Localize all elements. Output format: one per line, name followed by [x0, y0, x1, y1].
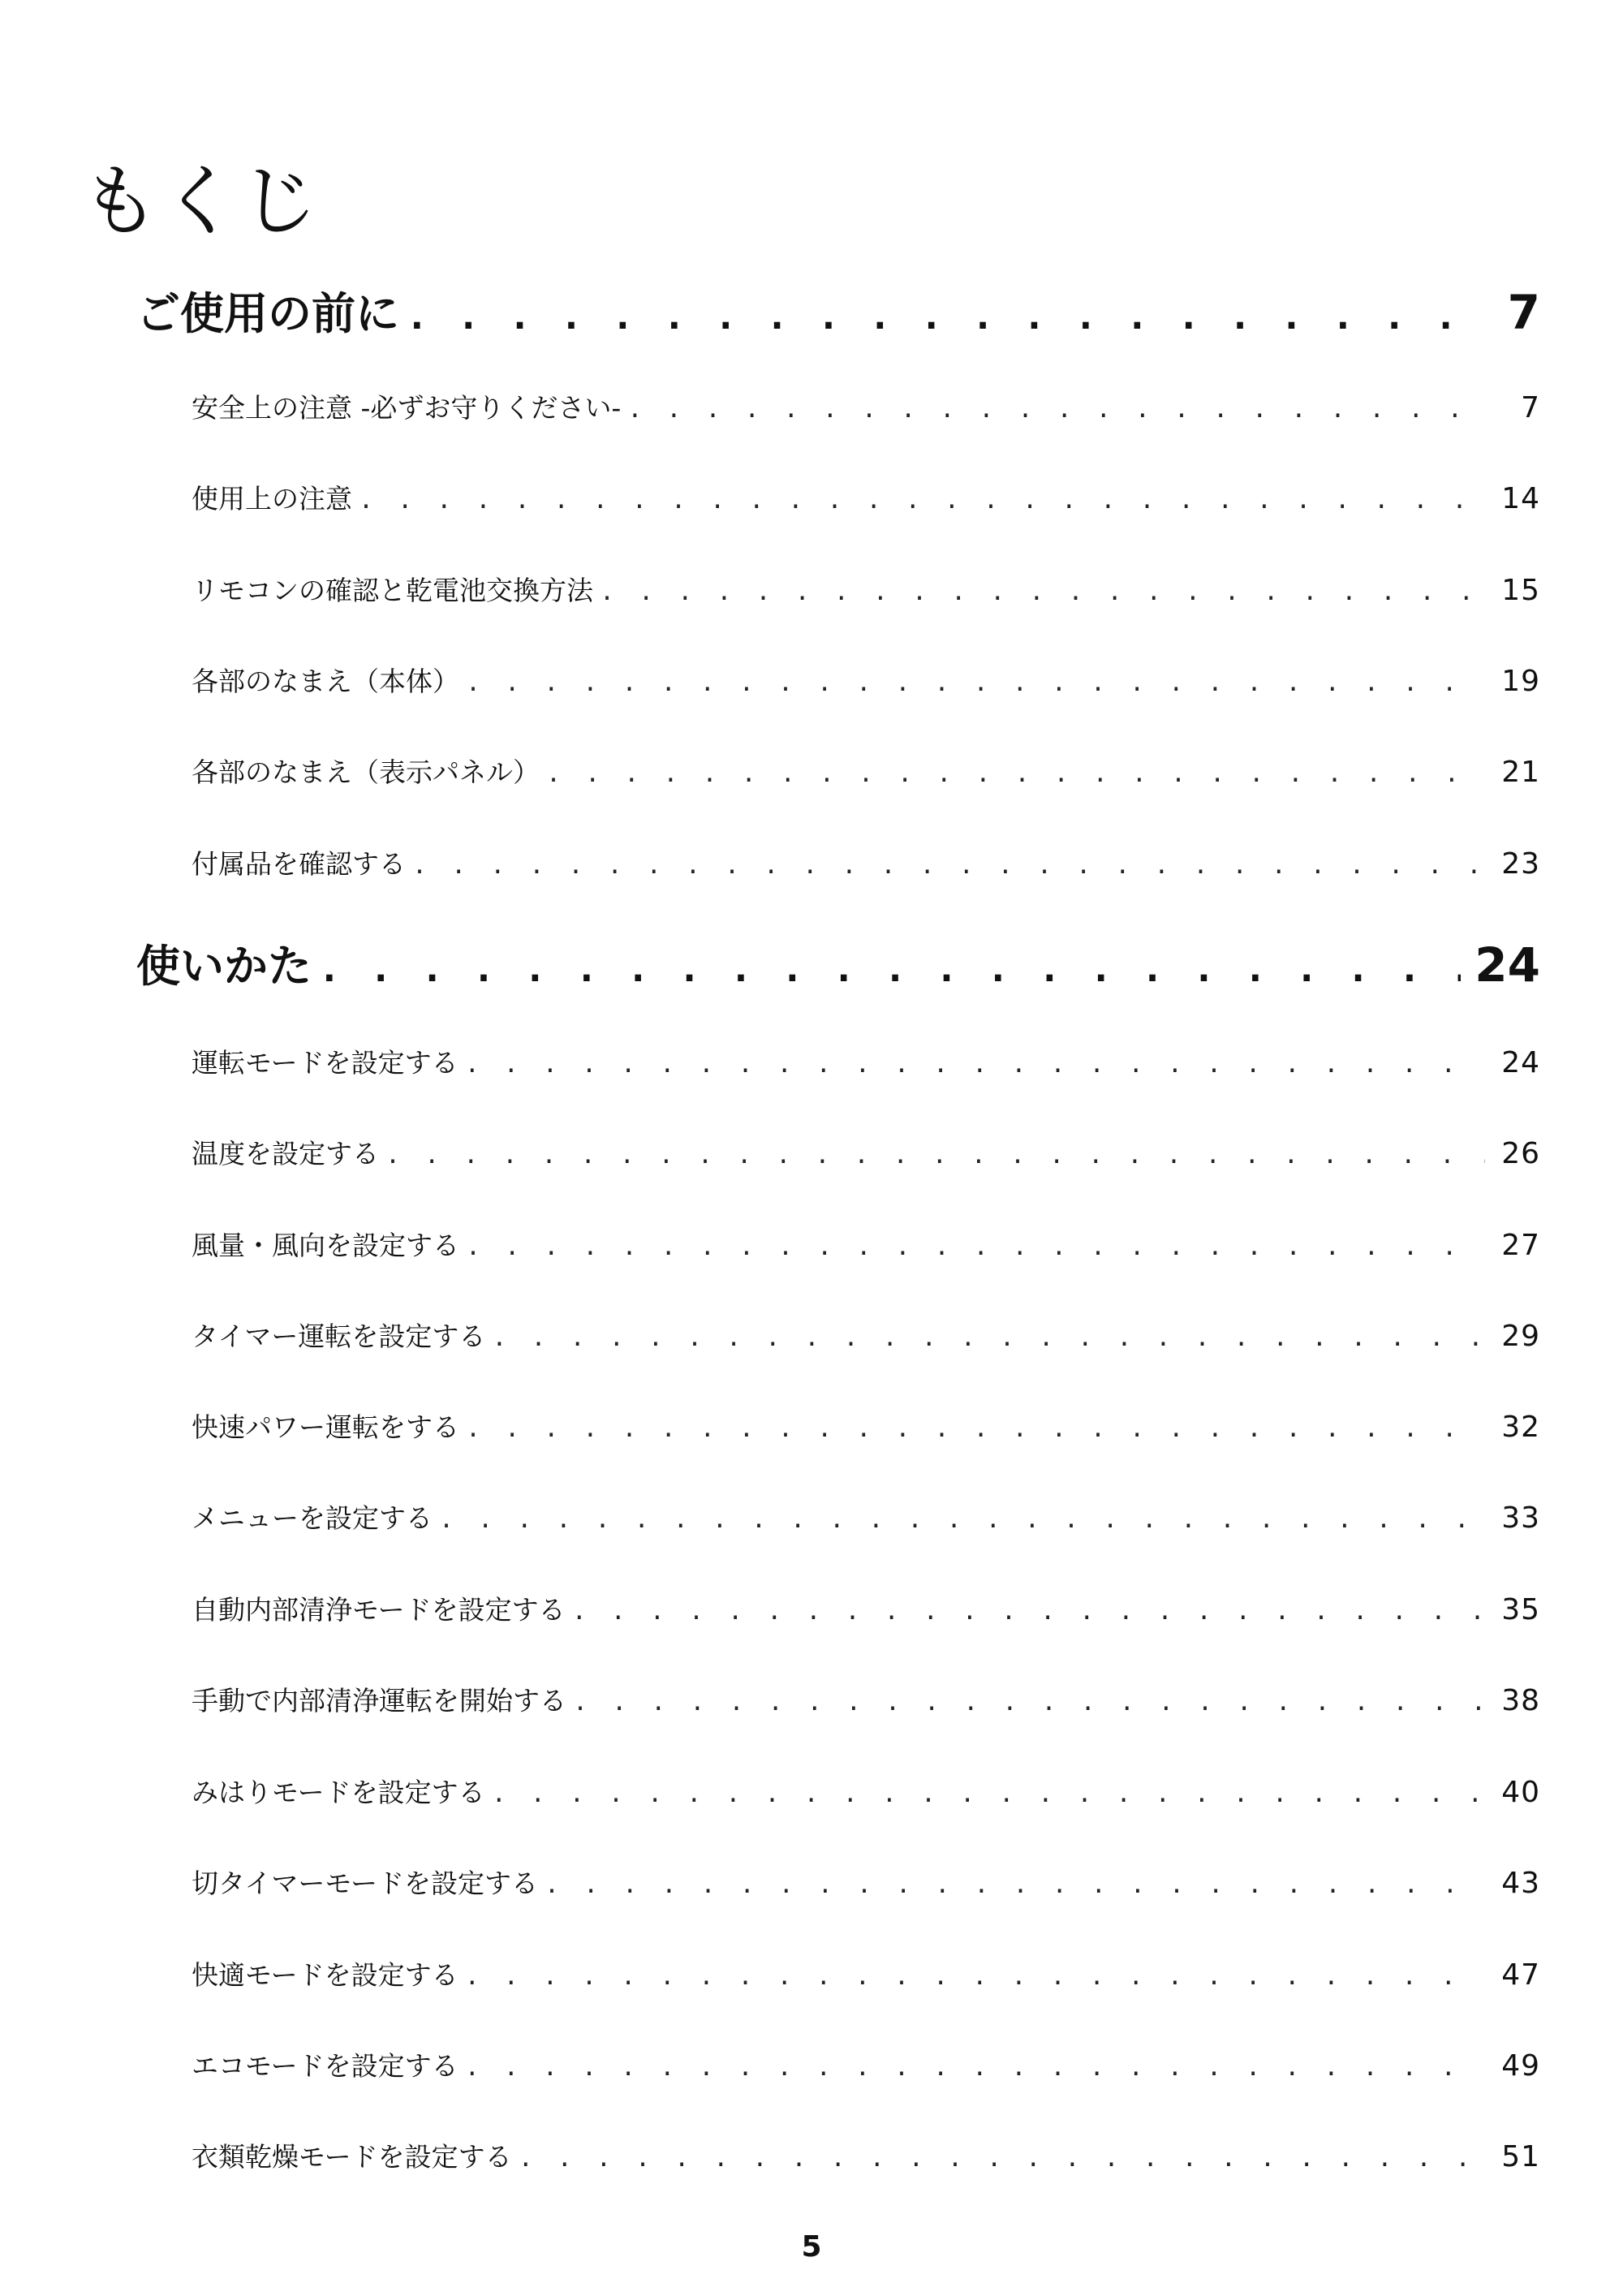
dot-leader	[546, 760, 1485, 788]
toc-item[interactable]	[192, 2136, 1540, 2174]
dot-leader	[465, 2053, 1485, 2082]
dot-leader	[492, 1324, 1485, 1352]
toc-item-label: 各部のなまえ（表示パネル）	[192, 756, 540, 788]
dot-leader	[466, 1415, 1485, 1443]
toc-item[interactable]	[192, 1680, 1540, 1718]
toc-item[interactable]	[192, 1133, 1540, 1171]
toc-item-label: 手動で内部清浄運転を開始する	[192, 1685, 566, 1717]
dot-leader	[573, 1688, 1485, 1717]
toc-item-page: 35	[1501, 1593, 1540, 1626]
dot-leader	[600, 578, 1485, 606]
toc-section-before-use[interactable]	[136, 279, 1540, 342]
dot-leader	[318, 946, 1461, 990]
dot-leader	[572, 1597, 1485, 1626]
toc-item-label: 安全上の注意 -必ずお守りください-	[192, 392, 622, 424]
toc-item-page: 26	[1501, 1137, 1540, 1170]
toc-item-page: 49	[1501, 2049, 1540, 2083]
dot-leader	[466, 669, 1485, 697]
toc-item-label: 切タイマーモードを設定する	[192, 1867, 539, 1899]
toc-item[interactable]	[192, 752, 1540, 790]
toc-section-page: 7	[1507, 285, 1540, 340]
toc-item-label: 運転モードを設定する	[192, 1047, 458, 1079]
toc-item-label: 各部のなまえ（本体）	[192, 666, 459, 697]
toc-item-page: 19	[1501, 665, 1540, 698]
toc-item-label: 自動内部清浄モードを設定する	[192, 1594, 566, 1626]
toc-item-page: 21	[1501, 756, 1540, 789]
dot-leader	[385, 1141, 1485, 1170]
toc-section-label: ご使用の前に	[136, 288, 399, 339]
toc-item-page: 40	[1501, 1776, 1540, 1809]
toc-item-page: 29	[1501, 1320, 1540, 1353]
toc-item-page: 27	[1501, 1229, 1540, 1262]
dot-leader	[466, 1233, 1485, 1261]
toc-item[interactable]	[192, 1954, 1540, 1992]
toc-item-label: 温度を設定する	[192, 1138, 379, 1170]
toc-item-page: 24	[1501, 1046, 1540, 1079]
toc-section-how-to-use[interactable]	[136, 932, 1540, 994]
toc-item-label: エコモードを設定する	[192, 2050, 458, 2082]
toc-item[interactable]	[192, 570, 1540, 608]
dot-leader	[359, 486, 1485, 515]
page-title: もくじ	[81, 156, 320, 247]
toc-item[interactable]	[192, 661, 1540, 699]
dot-leader	[627, 395, 1485, 424]
toc-item-page: 47	[1501, 1958, 1540, 1992]
toc-item-label: リモコンの確認と乾電池交換方法	[192, 575, 593, 606]
toc-item-page: 14	[1501, 482, 1540, 515]
toc-item[interactable]	[192, 1316, 1540, 1354]
toc-item[interactable]	[192, 2045, 1540, 2083]
toc-item[interactable]	[192, 1772, 1540, 1810]
toc-item-page: 23	[1501, 847, 1540, 881]
toc-item-label: 快適モードを設定する	[192, 1959, 458, 1991]
toc-item-page: 43	[1501, 1867, 1540, 1900]
dot-leader	[406, 294, 1461, 338]
toc-item-page: 32	[1501, 1411, 1540, 1444]
toc-item-page: 7	[1521, 391, 1540, 424]
toc-item-page: 51	[1501, 2140, 1540, 2173]
toc-item-label: 風量・風向を設定する	[192, 1230, 459, 1261]
toc-item-label: メニューを設定する	[192, 1502, 433, 1534]
toc-item[interactable]	[192, 843, 1540, 881]
toc-item[interactable]	[192, 1225, 1540, 1263]
dot-leader	[412, 851, 1485, 880]
dot-leader	[465, 1962, 1485, 1991]
toc-section-page: 24	[1474, 937, 1540, 993]
toc-item[interactable]	[192, 1042, 1540, 1080]
toc-item-label: 付属品を確認する	[192, 848, 406, 880]
toc-item-label: みはりモードを設定する	[192, 1777, 485, 1808]
toc-item-label: 衣類乾燥モードを設定する	[192, 2141, 512, 2173]
toc-item[interactable]	[192, 1406, 1540, 1445]
toc-item[interactable]	[192, 1863, 1540, 1901]
dot-leader	[439, 1506, 1485, 1534]
toc-item-label: 快速パワー運転をする	[192, 1411, 459, 1443]
toc-item[interactable]	[192, 1589, 1540, 1627]
toc-item[interactable]	[192, 1497, 1540, 1536]
toc-item[interactable]	[192, 478, 1540, 516]
toc-item-page: 33	[1501, 1501, 1540, 1535]
page-number: 5	[801, 2230, 822, 2264]
dot-leader	[519, 2144, 1485, 2173]
dot-leader	[465, 1050, 1485, 1079]
toc-item-label: タイマー運転を設定する	[192, 1320, 486, 1352]
dot-leader	[492, 1780, 1485, 1808]
toc-section-label: 使いかた	[136, 941, 312, 992]
toc-item-page: 15	[1501, 574, 1540, 607]
toc-item-page: 38	[1501, 1684, 1540, 1717]
toc-item[interactable]	[192, 387, 1540, 425]
dot-leader	[545, 1871, 1485, 1899]
toc-item-label: 使用上の注意	[192, 483, 352, 515]
